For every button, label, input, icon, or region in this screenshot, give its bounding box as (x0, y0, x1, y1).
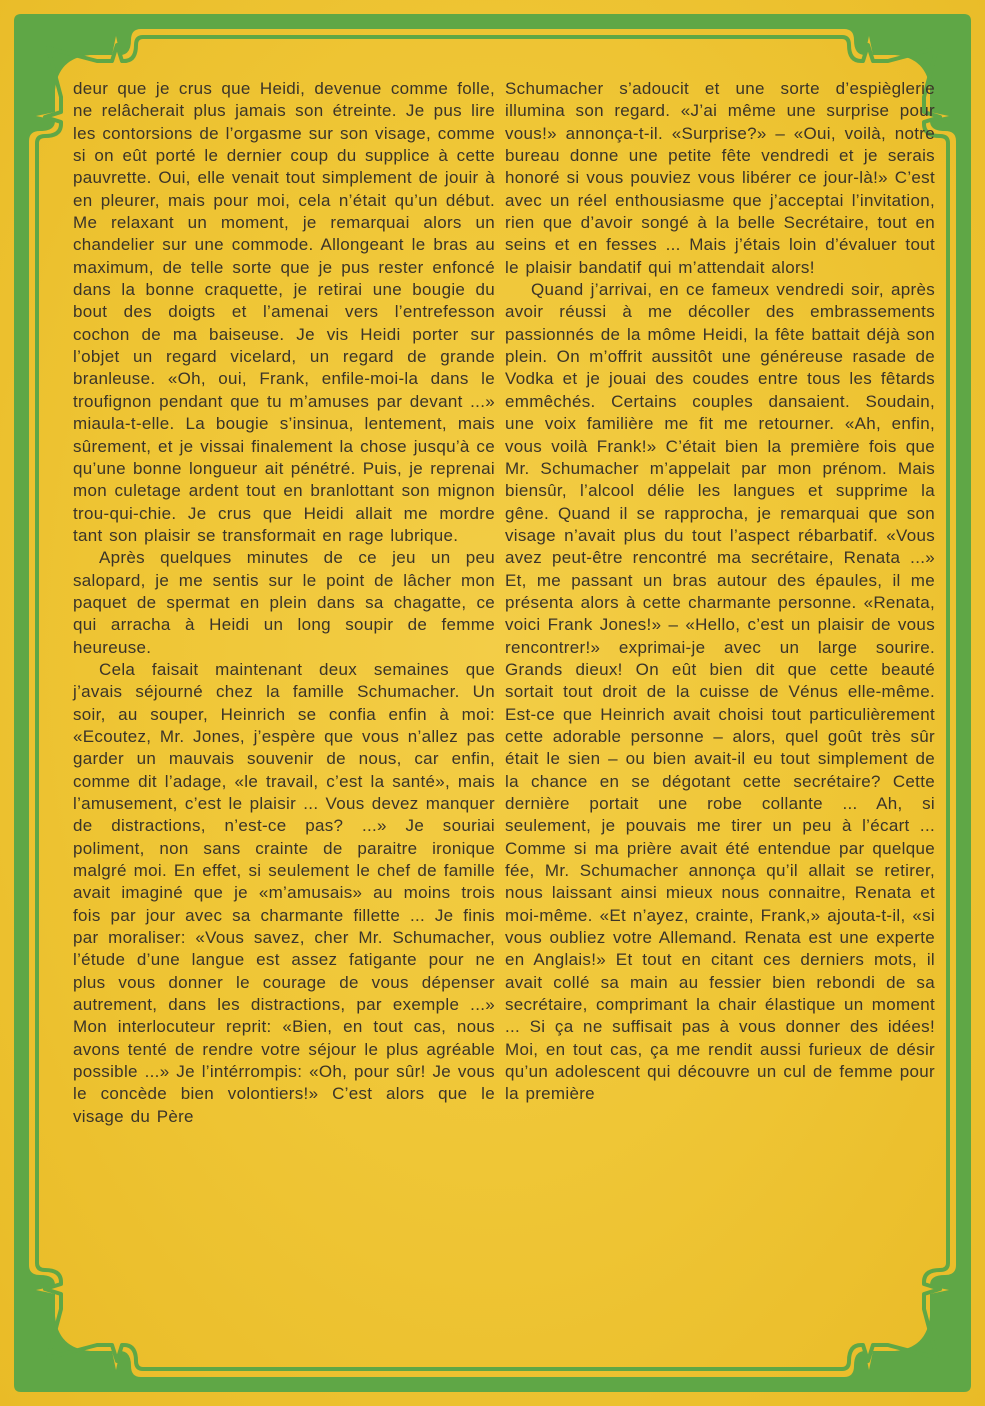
text-paragraph: deur que je crus que Heidi, devenue comme folle, ne relâcherait plus jamais son étreinte. Je pus lire les contorsions de l’orgasme sur son visage, comme si on eût porté le dernier coup du supplice à cette pauvrette. Oui, elle venait tout simplement de jouir à en pleurer, mais pour moi, cela n’était qu’un début. Me relaxant un moment, je remarquai alors un chandelier sur une commode. Allongeant le bras au maximum, de telle sorte que je pus rester enfoncé dans la bonne craquette, je retirai une bougie du bout des doigts et l’amenai vers l’entrefesson cochon de ma baiseuse. Je vis Heidi porter sur l’objet un regard vicelard, un regard de grande branleuse. «Oh, oui, Frank, enfile-moi-la dans le troufignon pendant que tu m’amuses par devant ...» miaula-t-elle. La bougie s’insinua, lentement, mais sûrement, et je vissai finalement la chose jusqu’à ce qu’une bonne longueur ait pénétré. Puis, je reprenai mon culetage ardent tout en branlottant son mignon trou-qui-chie. Je crus que Heidi allait me mordre tant son plaisir se transformait en rage lubrique. (73, 79, 495, 545)
text-column-left (73, 78, 495, 1128)
text-paragraph: Cela faisait maintenant deux semaines que j’avais séjourné chez la famille Schumacher. Un soir, au souper, Heinrich se confia enfin à moi: «Ecoutez, Mr. Jones, j’espère que vous n’allez pas garder un mauvais souvenir de nous, car enfin, comme dit l’adage, «le travail, c’est la santé», mais l’amusement, c’est le plaisir ... Vous devez manquer de distractions, n’est-ce pas? ...» Je souriai poliment, non sans crainte de paraitre ironique malgré moi. En effet, si seulement le chef de famille avait imaginé que je «m’amusais» au moins trois fois par jour avec sa charmante fillette ... Je finis par moraliser: «Vous savez, cher Mr. Schumacher, l’étude d’une langue est assez fatigante pour ne plus vous donner le courage de vous dépenser autrement, dans les distractions, par exemple ...» Mon interlocuteur reprit: «Bien, en tout cas, nous avons tenté de rendre votre séjour le plus agréable possible ...» Je l’intérrompis: «Oh, pour sûr! Je vous le concède bien volontiers!» C’est alors que le visage du Père (73, 659, 495, 1126)
text-paragraph: Après quelques minutes de ce jeu un peu salopard, je me sentis sur le point de lâcher mon paquet de spermat en plein dans sa chagatte, ce qui arracha à Heidi un long soupir de femme heureuse. (73, 548, 495, 657)
text-paragraph: Schumacher s’adoucit et une sorte d’espièglerie illumina son regard. «J’ai même une surprise pour vous!» annonça-t-il. «Surprise?» – «Oui, voilà, notre bureau donne une petite fête vendredi et je serais honoré si vous pouviez vous libérer ce jour-là!» C’est avec un réel enthousiasme que j’acceptai l’invitation, rien que d’avoir songé à la belle Secrétaire, tout en seins et en fesses ... Mais j’étais loin d’évaluer tout le plaisir bandatif qui m’attendait alors! (505, 79, 935, 277)
page-content (73, 78, 935, 1128)
text-column-right (505, 78, 935, 1128)
text-paragraph: Quand j’arrivai, en ce fameux vendredi soir, après avoir réussi à me décoller des embrassements passionnés de la môme Heidi, la fête battait déjà son plein. On m’offrit aussitôt une généreuse rasade de Vodka et je jouai des coudes entre tous les fêtards emmêchés. Certains couples dansaient. Soudain, une voix familière me fit me retourner. «Ah, enfin, vous voilà Frank!» C’était bien la première fois que Mr. Schumacher m’appelait par mon prénom. Mais biensûr, l’alcool délie les langues et supprime la gêne. Quand il se rapprocha, je remarquai que son visage n’avait plus du tout l’aspect rébarbatif. «Vous avez peut-être rencontré ma secrétaire, Renata ...» Et, me passant un bras autour des épaules, il me présenta alors à cette charmante personne. «Renata, voici Frank Jones!» – «Hello, c’est un plaisir de vous rencontrer!» exprimai-je avec un large sourire. Grands dieux! On eût bien dit que cette beauté sortait tout droit de la cuisse de Vénus elle-même. Est-ce que Heinrich avait choisi tout particulièrement cette adorable personne – alors, quel goût très sûr était le sien – ou bien avait-il eu tout simplement de la chance en se dégotant cette secrétaire? Cette dernière portait une robe collante ... Ah, si seulement, je pouvais me tirer un peu à l’écart ... Comme si ma prière avait été entendue par quelque fée, Mr. Schumacher annonça qu’il allait se retirer, nous laissant ainsi mieux nous connaitre, Renata et moi-même. «Et n’ayez, crainte, Frank,» ajouta-t-il, «si vous oubliez votre Allemand. Renata est une experte en Anglais!» Et tout en citant ces derniers mots, il avait collé sa main au fessier bien rebondi de sa secrétaire, comprimant la chair élastique un moment ... Si ça ne suffisait pas à vous donner des idées! Moi, en tout cas, ça me rendit aussi furieux de désir qu’un adolescent qui découvre un cul de femme pour la première (505, 280, 935, 1104)
